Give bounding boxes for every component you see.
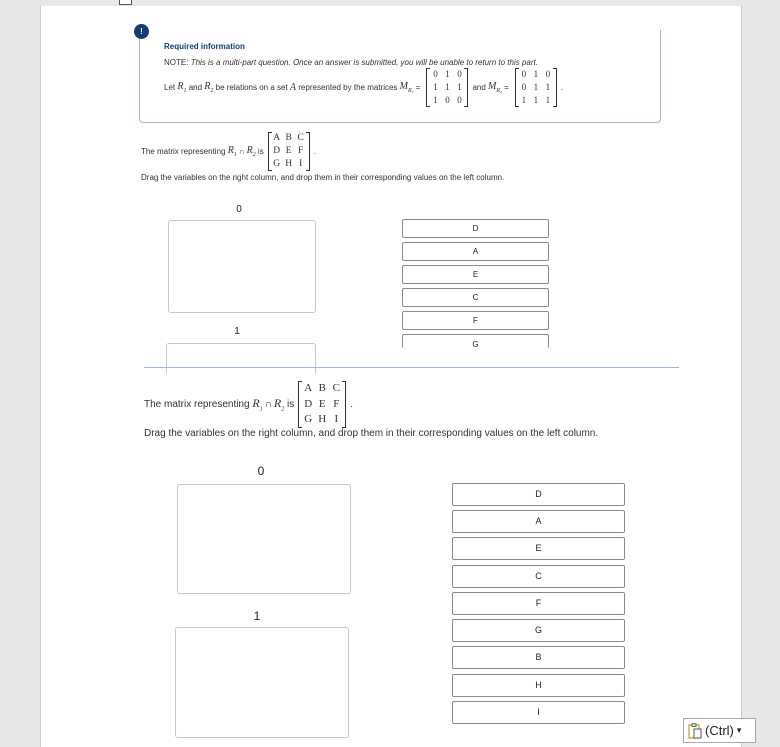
drop-zone-zero[interactable]	[168, 220, 316, 313]
m1-letter: M	[399, 80, 409, 92]
r2-subscript: 2	[281, 406, 285, 413]
r1-symbol	[252, 396, 262, 412]
matrix-cell: 1	[457, 81, 462, 92]
question-prefix: The matrix representing	[141, 147, 226, 156]
matrix-m-r2	[515, 68, 557, 107]
m1-subscript: R₁	[408, 87, 414, 94]
drag-item[interactable]: F	[402, 311, 549, 330]
r1-letter: R	[252, 396, 260, 411]
matrix-cell: D	[304, 397, 313, 410]
intersection-symbol: ∩	[264, 398, 272, 410]
equals-sign: =	[415, 82, 421, 92]
matrix-cell: G	[273, 159, 281, 169]
matrix-cell: 0	[433, 68, 438, 79]
r1-symbol	[177, 81, 186, 94]
drag-item[interactable]: E	[452, 537, 625, 560]
m2-symbol	[488, 81, 502, 94]
drag-item[interactable]: E	[402, 265, 549, 284]
matrix-cell: G	[304, 413, 313, 425]
drag-item[interactable]: C	[452, 565, 625, 588]
drag-item[interactable]: A	[452, 510, 625, 533]
matrix-cell: E	[318, 397, 326, 410]
matrix-cell: 1	[521, 94, 527, 105]
period: .	[560, 82, 564, 92]
be-relations-text: be relations on a set	[215, 82, 288, 92]
matrix-cell: 0	[521, 81, 527, 92]
matrix-cell: 1	[445, 81, 450, 92]
matrix-cell: 0	[445, 94, 450, 105]
matrix-question-line	[141, 132, 504, 171]
drag-item[interactable]: F	[452, 592, 625, 615]
drag-item[interactable]: G	[402, 334, 549, 348]
question-text-small	[141, 132, 504, 182]
matrix-cell: 1	[533, 68, 539, 79]
period: .	[313, 147, 316, 156]
represented-by-text: represented by the matrices	[298, 82, 398, 92]
r2-subscript: 2	[210, 87, 214, 94]
drop-zone-zero[interactable]	[177, 484, 351, 594]
r2-symbol	[274, 396, 284, 412]
note-prefix: NOTE:	[164, 58, 189, 67]
drag-item[interactable]: B	[452, 646, 625, 669]
period: .	[350, 398, 354, 410]
set-name: A	[289, 81, 297, 93]
r1-letter: R	[177, 80, 184, 92]
matrix-cell: 1	[533, 81, 539, 92]
matrix-cell: 0	[521, 68, 527, 79]
matrix-cell: 0	[457, 68, 462, 79]
intersection-symbol: ∩	[238, 147, 245, 156]
drop-zone-one[interactable]	[166, 343, 316, 374]
column-header-zero: 0	[257, 464, 265, 478]
r2-letter: R	[246, 145, 253, 156]
m2-letter: M	[488, 80, 497, 92]
paste-options-label: (Ctrl)	[705, 723, 734, 738]
r2-letter: R	[204, 80, 211, 92]
drag-item[interactable]: C	[402, 288, 549, 307]
drag-item[interactable]: D	[402, 219, 549, 238]
matrix-cell: C	[297, 133, 304, 143]
alert-badge-icon: !	[134, 24, 149, 39]
r2-subscript: 2	[252, 152, 256, 158]
equals-sign: =	[504, 82, 509, 92]
drag-instructions: Drag the variables on the right column, and drop them in their corresponding values on the left column.	[141, 173, 505, 182]
drag-item[interactable]: A	[402, 242, 549, 261]
result-matrix	[298, 381, 346, 428]
relations-statement	[164, 66, 563, 108]
r2-symbol	[247, 145, 256, 158]
matrix-cell: 1	[433, 94, 438, 105]
matrix-cell: A	[304, 382, 313, 394]
document-page	[40, 6, 742, 747]
matrix-cell: 1	[545, 81, 551, 92]
r1-subscript: 1	[183, 87, 187, 94]
matrix-cell: A	[273, 133, 281, 143]
matrix-cell: 1	[545, 94, 551, 105]
and-word: and	[188, 82, 203, 92]
m1-symbol	[400, 81, 414, 94]
matrix-cell: 0	[545, 68, 551, 79]
r2-letter: R	[273, 396, 282, 411]
required-info-panel	[139, 27, 661, 123]
matrix-m-r1	[426, 68, 468, 107]
let-prefix: Let	[164, 82, 176, 92]
matrix-cell: C	[332, 382, 340, 394]
matrix-question-line	[144, 381, 598, 428]
matrix-cell: 1	[533, 94, 539, 105]
matrix-cell: I	[334, 413, 339, 425]
matrix-cell: F	[333, 397, 340, 410]
column-header-one: 1	[253, 609, 261, 623]
matrix-cell: 1	[433, 81, 438, 92]
matrix-cell: E	[285, 146, 292, 156]
r1-letter: R	[227, 145, 234, 156]
question-text-large	[144, 381, 598, 439]
ruler-marker	[119, 0, 132, 5]
note-text: This is a multi-part question. Once an answer is submitted, you will be unable to return to this part.	[190, 58, 538, 67]
matrix-cell: H	[318, 413, 327, 425]
result-matrix	[268, 132, 310, 171]
required-info-title: Required information	[164, 42, 245, 51]
drag-item[interactable]: I	[452, 701, 625, 724]
r1-subscript: 1	[259, 406, 263, 413]
column-header-zero: 0	[236, 204, 242, 215]
question-prefix: The matrix representing	[144, 398, 250, 410]
drag-item[interactable]: D	[452, 483, 625, 506]
matrix-cell: 0	[457, 94, 462, 105]
r1-subscript: 1	[233, 152, 237, 158]
r2-symbol	[204, 81, 213, 94]
drop-zone-one[interactable]	[175, 627, 349, 738]
drag-item[interactable]: G	[452, 619, 625, 642]
matrix-cell: F	[298, 146, 304, 156]
is-word: is	[257, 147, 264, 156]
paste-options-button[interactable]	[683, 718, 756, 743]
dropdown-caret-icon: ▾	[736, 725, 742, 735]
matrix-cell: D	[273, 146, 281, 156]
matrix-cell: I	[299, 159, 303, 169]
matrix-cell: H	[285, 159, 293, 169]
column-header-one: 1	[234, 326, 240, 337]
and-word: and	[472, 82, 486, 92]
drag-instructions: Drag the variables on the right column, and drop them in their corresponding values on the left column.	[144, 427, 599, 439]
is-word: is	[287, 398, 295, 410]
section-divider	[144, 367, 679, 368]
matrix-cell: B	[318, 382, 326, 394]
matrix-cell: B	[285, 133, 292, 143]
r1-symbol	[228, 145, 237, 158]
drag-item[interactable]: H	[452, 674, 625, 697]
clipboard-icon	[688, 723, 702, 739]
m2-subscript: R₂	[496, 87, 503, 94]
matrix-cell: 1	[445, 68, 450, 79]
